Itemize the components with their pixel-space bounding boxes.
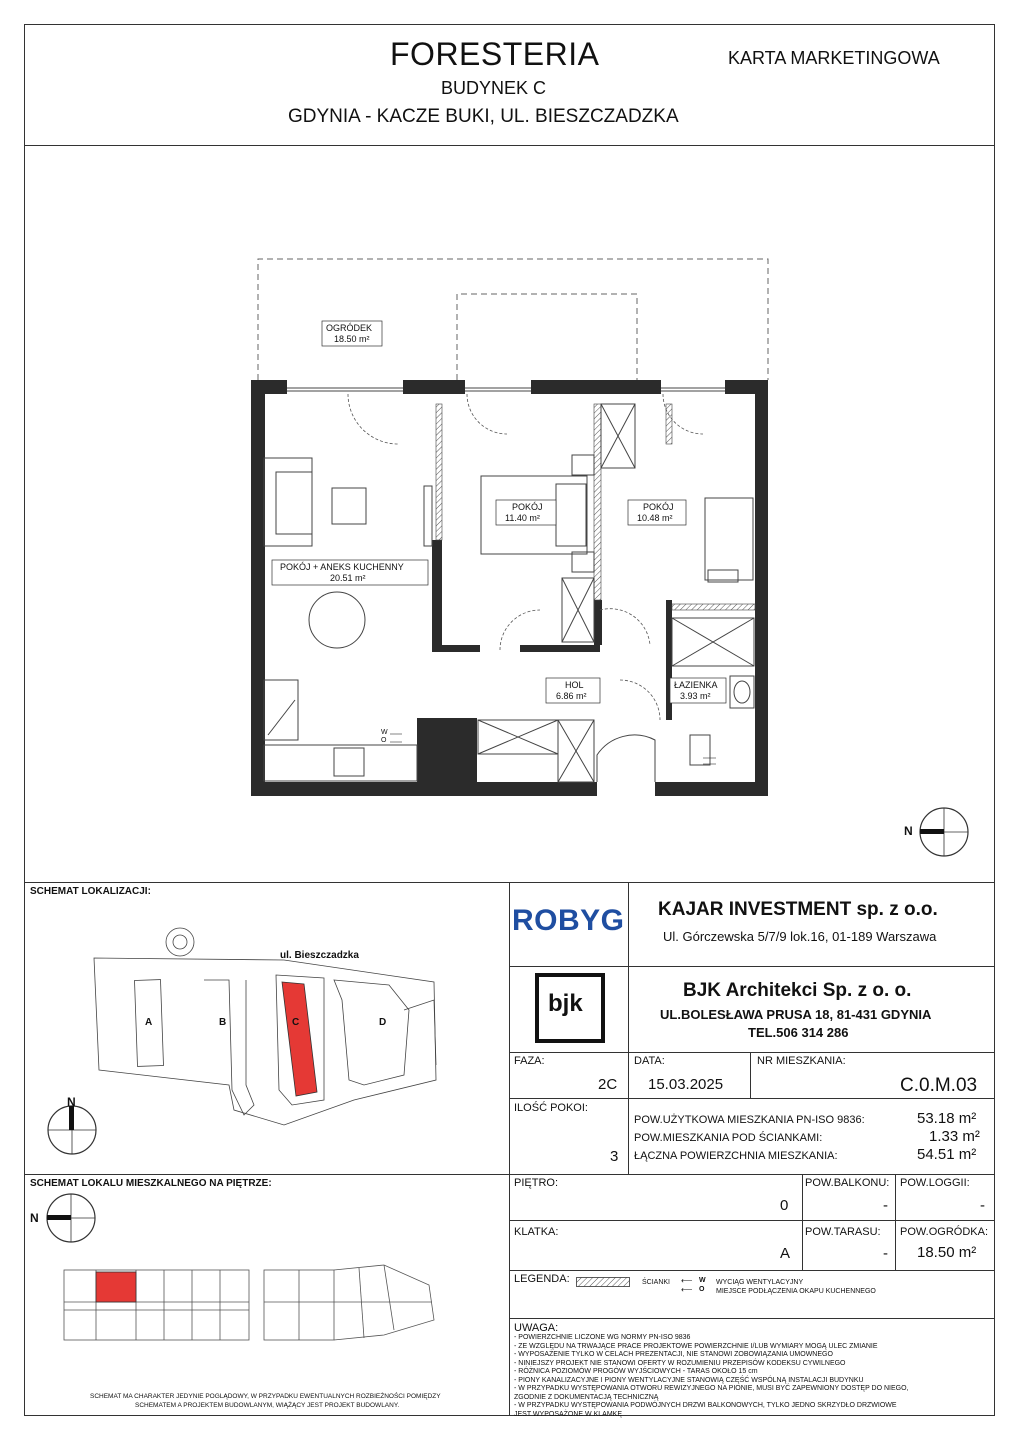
details-col-4 — [895, 1174, 896, 1270]
location-compass-label: N — [67, 1095, 76, 1109]
door-swings — [348, 394, 703, 720]
note-line: - POWIERZCHNIE LICZONE WG NORMY PN-ISO 9836 — [514, 1334, 691, 1341]
balkon-label: POW.BALKONU: — [805, 1177, 890, 1189]
room-name-bedroom-1: POKÓJ — [512, 502, 543, 512]
legend-o-text: MIEJSCE PODŁĄCZENIA OKAPU KUCHENNEGO — [716, 1288, 876, 1295]
building-b-label: B — [219, 1017, 227, 1028]
faza-label: FAZA: — [514, 1055, 545, 1067]
ogrodek-label: POW.OGRÓDKA: — [900, 1226, 989, 1238]
room-area-bathroom: 3.93 m² — [680, 691, 711, 701]
floor-scheme-map — [24, 1190, 510, 1390]
data-label: DATA: — [634, 1055, 665, 1067]
floor-compass-icon — [47, 1194, 95, 1242]
project-title: FORESTERIA — [390, 36, 600, 72]
details-row-1 — [509, 1098, 995, 1099]
note-line: - W PRZYPADKU WYSTĘPOWANIA OTWORU REWIZYJNEGO NA PIONIE, MUSI BYĆ ZAPEWNIONY DOSTĘP DO NIEGO, — [514, 1385, 909, 1392]
loggia-label: POW.LOGGII: — [900, 1177, 970, 1189]
architect-address: UL.BOLESŁAWA PRUSA 18, 81-431 GDYNIA — [660, 1007, 932, 1022]
legend-o-label: O — [699, 1286, 705, 1293]
room-name-hall: HOL — [565, 680, 584, 690]
room-area-bedroom-1: 11.40 m² — [505, 513, 540, 523]
pow-laczna-value: 54.51 m² — [917, 1146, 977, 1163]
notes-list — [514, 1334, 992, 1419]
details-col-2 — [750, 1052, 751, 1098]
note-line: - NINIEJSZY PROJEKT NIE STANOWI OFERTY W ROZUMIENIU PRZEPISÓW KODEKSU CYWILNEGO — [514, 1359, 846, 1367]
nr-value: C.0.M.03 — [900, 1075, 978, 1096]
klatka-value: A — [780, 1245, 791, 1262]
unit-highlight — [96, 1272, 136, 1302]
ogrodek-value: 18.50 m² — [917, 1244, 977, 1261]
bjk-logo-text: bjk — [548, 990, 583, 1017]
legend-title: LEGENDA: — [514, 1273, 570, 1285]
building-c-highlight — [282, 982, 317, 1096]
logo-divider — [628, 882, 629, 1052]
pokoje-value: 3 — [610, 1148, 619, 1165]
note-line: - WYPOSAŻENIE TYLKO W CELACH PREZENTACJI, NIE STANOWI ZOBOWIĄZANIA UMOWNEGO — [514, 1351, 833, 1358]
garden-outline — [258, 259, 768, 380]
room-area-bedroom-2: 10.48 m² — [637, 513, 673, 523]
data-value: 15.03.2025 — [648, 1076, 724, 1093]
legend-o-arrow-icon: ⟵ — [681, 1285, 693, 1294]
left-mid-divider — [24, 1174, 510, 1175]
location-title: SCHEMAT LOKALIZACJI: — [30, 886, 151, 897]
architect-divider — [509, 1052, 995, 1053]
entry-door — [597, 735, 655, 782]
note-line: ZGODNIE Z DOKUMENTACJĄ TECHNICZNĄ — [514, 1393, 659, 1401]
room-name-bathroom: ŁAZIENKA — [674, 680, 718, 690]
pietro-value: 0 — [780, 1197, 789, 1214]
note-line: - RÓŻNICA POZIOMÓW PROGÓW WYJŚCIOWYCH - TARAS OKOŁO 15 cm — [514, 1368, 758, 1375]
details-row-2 — [509, 1174, 995, 1175]
details-col-3 — [802, 1174, 803, 1270]
building-c-label: C — [292, 1017, 300, 1028]
taras-value: - — [883, 1245, 888, 1262]
vent-o-label: O — [381, 737, 387, 744]
floor-compass-label: N — [30, 1211, 39, 1225]
loggia-value: - — [980, 1197, 985, 1214]
details-row-4 — [509, 1270, 995, 1271]
pow-laczna-label: ŁĄCZNA POWIERZCHNIA MIESZKANIA: — [634, 1150, 838, 1162]
investor-divider — [509, 966, 995, 967]
disclaimer-line-1: SCHEMAT MA CHARAKTER JEDYNIE POGLĄDOWY, W PRZYPADKU EWENTUALNYCH ROZBIEŻNOŚCI POMIĘDZY — [90, 1393, 441, 1400]
pow-uzytkowa-value: 53.18 m² — [917, 1110, 977, 1127]
note-line: - W PRZYPADKU WYSTĘPOWANIA PODWÓJNYCH DRZWI BALKONOWYCH, TYLKO JEDNO SKRZYDŁO DRZWIOWE — [514, 1402, 897, 1409]
disclaimer-line-2: SCHEMATEM A PROJEKTEM BUDOWLANYM, WIĄŻĄCY JEST PROJEKT BUDOWLANY. — [135, 1402, 400, 1409]
pokoje-label: ILOŚĆ POKOI: — [514, 1102, 588, 1114]
project-address: GDYNIA - KACZE BUKI, UL. BIESZCZADZKA — [288, 106, 679, 127]
room-area-hall: 6.86 m² — [556, 691, 587, 701]
architect-phone: TEL.506 314 286 — [748, 1025, 849, 1040]
legend-hatch-swatch — [576, 1277, 630, 1287]
legend-scianki: ŚCIANKI — [642, 1279, 671, 1286]
note-line: - ZE WZGLĘDU NA TRWAJĄCE PRACE PROJEKTOWE POWIERZCHNIE I/LUB WYMIARY MOGĄ ULEC ZMIANIE — [514, 1342, 878, 1350]
compass-icon — [920, 808, 968, 856]
note-line: JEST WYPOSAŻONE W KLAMKĘ — [514, 1410, 623, 1418]
architect-name: BJK Architekci Sp. z o. o. — [683, 980, 912, 1001]
legend-w-arrow-icon: ⟵ — [681, 1276, 693, 1285]
room-labels — [272, 321, 726, 703]
location-compass-icon — [48, 1106, 96, 1154]
note-line: - PIONY KANALIZACYJNE I PIONY WENTYLACYJNE STANOWIĄ CZĘŚĆ WSPÓLNĄ INSTALACJI BUDYNKU — [514, 1376, 864, 1384]
partitions — [436, 404, 755, 610]
legend-w-label: W — [699, 1277, 706, 1284]
card-type: KARTA MARKETINGOWA — [728, 48, 940, 68]
floor-scheme-title: SCHEMAT LOKALU MIESZKALNEGO NA PIĘTRZE: — [30, 1178, 272, 1189]
details-col-1 — [628, 1052, 629, 1174]
room-name-bedroom-2: POKÓJ — [643, 502, 674, 512]
pietro-label: PIĘTRO: — [514, 1177, 559, 1189]
location-map — [24, 900, 510, 1174]
pow-scianki-label: POW.MIESZKANIA POD ŚCIANKAMI: — [634, 1132, 823, 1144]
legend-divider — [509, 1318, 995, 1319]
balkon-value: - — [883, 1197, 888, 1214]
nr-label: NR MIESZKANIA: — [757, 1055, 846, 1067]
klatka-label: KLATKA: — [514, 1226, 559, 1238]
pow-scianki-value: 1.33 m² — [929, 1128, 980, 1145]
room-name-living: POKÓJ + ANEKS KUCHENNY — [280, 562, 404, 572]
taras-label: POW.TARASU: — [805, 1226, 881, 1238]
notes-title: UWAGA: — [514, 1322, 559, 1334]
vent-w-label: W — [381, 729, 388, 736]
room-area-living: 20.51 m² — [330, 573, 366, 583]
investor-name: KAJAR INVESTMENT sp. z o.o. — [658, 899, 938, 920]
legend-w-text: WYCIĄG WENTYLACYJNY — [716, 1279, 804, 1286]
building-a-label: A — [145, 1017, 153, 1028]
room-name-garden: OGRÓDEK — [326, 323, 373, 333]
furniture — [264, 404, 754, 782]
faza-value: 2C — [598, 1076, 618, 1093]
compass-label: N — [904, 824, 913, 838]
building-label: BUDYNEK C — [441, 78, 547, 98]
street-label: ul. Bieszczadzka — [280, 950, 359, 961]
details-row-3 — [509, 1220, 995, 1221]
robyg-logo: ROBYG — [512, 904, 625, 937]
room-area-garden: 18.50 m² — [334, 334, 370, 344]
investor-address: Ul. Górczewska 5/7/9 lok.16, 01-189 Warszawa — [663, 929, 937, 944]
pow-uzytkowa-label: POW.UŻYTKOWA MIESZKANIA PN-ISO 9836: — [634, 1114, 865, 1126]
building-d-label: D — [379, 1017, 387, 1028]
